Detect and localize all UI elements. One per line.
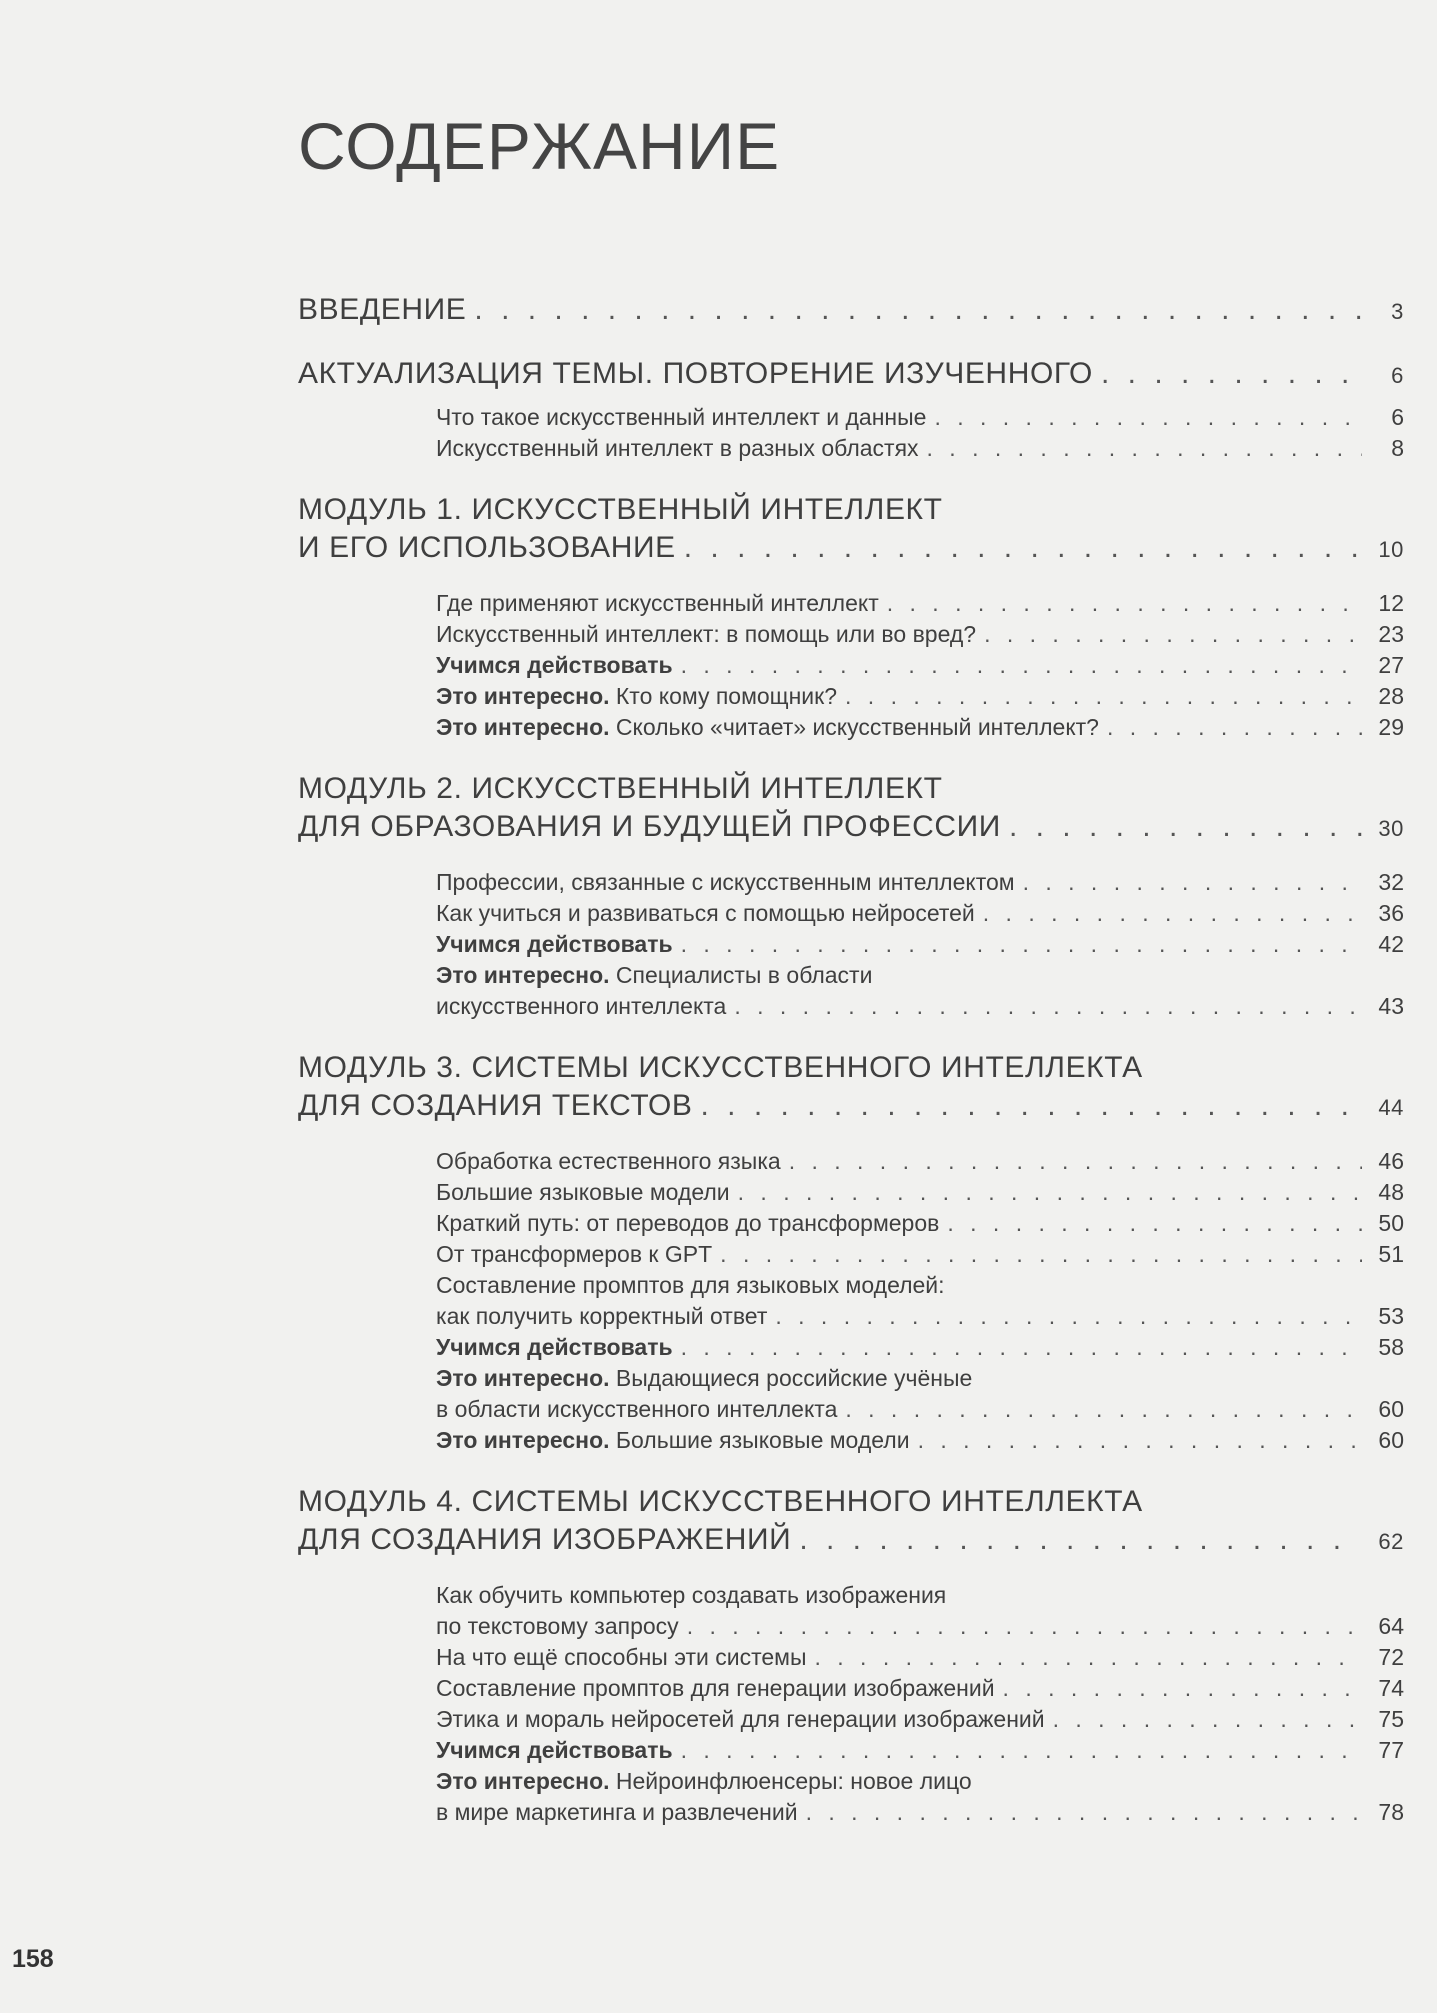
dot-leader xyxy=(734,991,1362,1022)
toc-section-heading xyxy=(298,492,1404,566)
entry-title: Краткий путь: от переводов до трансформеров xyxy=(436,1210,940,1236)
dot-leader xyxy=(845,681,1362,712)
section-title-line: МОДУЛЬ 3. СИСТЕМЫ ИСКУССТВЕННОГО ИНТЕЛЛЕКТА xyxy=(298,1051,1143,1084)
entry-title: Что такое искусственный интеллект и данные xyxy=(436,404,927,430)
entry-page-number: 78 xyxy=(1378,1799,1404,1825)
toc-entry xyxy=(436,1642,1404,1673)
entry-title: Специалисты в области xyxy=(615,962,873,988)
entry-label-bold: Это интересно. xyxy=(436,1427,610,1453)
dot-leader xyxy=(720,1239,1362,1270)
toc-section xyxy=(298,1050,1404,1456)
dot-leader xyxy=(983,898,1362,929)
toc-entry xyxy=(436,619,1404,650)
section-title-line: ДЛЯ СОЗДАНИЯ ИЗОБРАЖЕНИЙ xyxy=(298,1523,792,1556)
table-of-contents xyxy=(298,292,1404,1828)
entry-title: Составление промптов для генерации изображений xyxy=(436,1675,995,1701)
entry-title: Профессии, связанные с искусственным интеллектом xyxy=(436,869,1015,895)
dot-leader xyxy=(845,1394,1362,1425)
toc-entry xyxy=(436,1704,1404,1735)
section-page-number: 62 xyxy=(1378,1529,1404,1554)
dot-leader xyxy=(681,1735,1362,1766)
toc-entry xyxy=(436,898,1404,929)
entry-page-number: 50 xyxy=(1378,1210,1404,1236)
entry-label-bold: Учимся действовать xyxy=(436,931,673,957)
entry-title: Как обучить компьютер создавать изображения xyxy=(436,1582,947,1608)
toc-entry xyxy=(436,1208,1404,1239)
entry-title: Искусственный интеллект: в помощь или во вред? xyxy=(436,621,977,647)
dot-leader xyxy=(789,1146,1362,1177)
dot-leader xyxy=(474,292,1362,328)
entry-title: Выдающиеся российские учёные xyxy=(615,1365,973,1391)
entry-title: Кто кому помощник? xyxy=(615,683,838,709)
toc-entry xyxy=(436,433,1404,464)
entry-page-number: 60 xyxy=(1378,1427,1404,1453)
entry-title: Где применяют искусственный интеллект xyxy=(436,590,879,616)
dot-leader xyxy=(1009,809,1362,845)
entry-page-number: 58 xyxy=(1378,1334,1404,1360)
entry-page-number: 43 xyxy=(1378,993,1404,1019)
section-page-number: 44 xyxy=(1378,1095,1404,1120)
entry-page-number: 28 xyxy=(1378,683,1404,709)
dot-leader xyxy=(687,1611,1362,1642)
toc-entry xyxy=(436,402,1404,433)
toc-entry-list xyxy=(436,1146,1404,1456)
entry-page-number: 74 xyxy=(1378,1675,1404,1701)
toc-section xyxy=(298,771,1404,1022)
entry-page-number: 6 xyxy=(1391,404,1404,430)
toc-entry xyxy=(436,1177,1404,1208)
entry-title: Как учиться и развиваться с помощью нейросетей xyxy=(436,900,975,926)
entry-title: Искусственный интеллект в разных областях xyxy=(436,435,919,461)
entry-page-number: 42 xyxy=(1378,931,1404,957)
entry-label-bold: Это интересно. xyxy=(436,714,610,740)
dot-leader xyxy=(947,1208,1362,1239)
toc-section-heading xyxy=(298,356,1404,392)
section-title-line: ДЛЯ СОЗДАНИЯ ТЕКСТОВ xyxy=(298,1089,693,1122)
entry-title: От трансформеров к GPT xyxy=(436,1241,713,1267)
entry-page-number: 51 xyxy=(1378,1241,1404,1267)
entry-title: в области искусственного интеллекта xyxy=(436,1396,838,1422)
toc-section xyxy=(298,292,1404,328)
dot-leader xyxy=(814,1642,1362,1673)
toc-entry-list xyxy=(436,588,1404,743)
entry-title: Этика и мораль нейросетей для генерации изображений xyxy=(436,1706,1045,1732)
toc-entry xyxy=(436,681,1404,712)
dot-leader xyxy=(1107,712,1362,743)
toc-entry xyxy=(436,1239,1404,1270)
entry-label-bold: Это интересно. xyxy=(436,962,610,988)
entry-title: На что ещё способны эти системы xyxy=(436,1644,807,1670)
toc-entry xyxy=(436,712,1404,743)
section-title-line: МОДУЛЬ 2. ИСКУССТВЕННЫЙ ИНТЕЛЛЕКТ xyxy=(298,772,943,805)
toc-entry xyxy=(436,1270,1404,1332)
dot-leader xyxy=(681,1332,1362,1363)
section-title-line: И ЕГО ИСПОЛЬЗОВАНИЕ xyxy=(298,531,676,564)
dot-leader xyxy=(1101,356,1362,392)
toc-entry xyxy=(436,1735,1404,1766)
section-title-line: МОДУЛЬ 1. ИСКУССТВЕННЫЙ ИНТЕЛЛЕКТ xyxy=(298,493,943,526)
entry-page-number: 23 xyxy=(1378,621,1404,647)
section-title-line: МОДУЛЬ 4. СИСТЕМЫ ИСКУССТВЕННОГО ИНТЕЛЛЕКТА xyxy=(298,1485,1143,1518)
entry-page-number: 32 xyxy=(1378,869,1404,895)
entry-title: искусственного интеллекта xyxy=(436,993,727,1019)
toc-entry xyxy=(436,1580,1404,1642)
dot-leader xyxy=(934,402,1362,433)
entry-title: Нейроинфлюенсеры: новое лицо xyxy=(615,1768,972,1794)
toc-entry xyxy=(436,1425,1404,1456)
entry-page-number: 72 xyxy=(1378,1644,1404,1670)
dot-leader xyxy=(1053,1704,1362,1735)
entry-page-number: 12 xyxy=(1378,590,1404,616)
dot-leader xyxy=(738,1177,1362,1208)
dot-leader xyxy=(775,1301,1362,1332)
entry-label-bold: Учимся действовать xyxy=(436,1737,673,1763)
dot-leader xyxy=(681,929,1362,960)
entry-page-number: 29 xyxy=(1378,714,1404,740)
toc-section-heading xyxy=(298,1484,1404,1558)
entry-page-number: 48 xyxy=(1378,1179,1404,1205)
page-number: 158 xyxy=(12,1945,54,1973)
entry-page-number: 8 xyxy=(1391,435,1404,461)
toc-entry-list xyxy=(436,867,1404,1022)
toc-entry-list xyxy=(436,1580,1404,1828)
dot-leader xyxy=(1003,1673,1362,1704)
dot-leader xyxy=(918,1425,1362,1456)
toc-section-heading xyxy=(298,771,1404,845)
dot-leader xyxy=(681,650,1362,681)
dot-leader xyxy=(984,619,1362,650)
section-page-number: 6 xyxy=(1391,363,1404,388)
entry-label-bold: Это интересно. xyxy=(436,683,610,709)
section-page-number: 30 xyxy=(1378,816,1404,841)
entry-page-number: 46 xyxy=(1378,1148,1404,1174)
entry-title: в мире маркетинга и развлечений xyxy=(436,1799,798,1825)
entry-page-number: 64 xyxy=(1378,1613,1404,1639)
toc-section-heading xyxy=(298,1050,1404,1124)
entry-label-bold: Это интересно. xyxy=(436,1768,610,1794)
toc-entry xyxy=(436,1332,1404,1363)
toc-entry xyxy=(436,650,1404,681)
entry-title: Большие языковые модели xyxy=(615,1427,910,1453)
entry-title: по текстовому запросу xyxy=(436,1613,679,1639)
section-title-line: ДЛЯ ОБРАЗОВАНИЯ И БУДУЩЕЙ ПРОФЕССИИ xyxy=(298,810,1001,843)
entry-label-bold: Это интересно. xyxy=(436,1365,610,1391)
entry-page-number: 27 xyxy=(1378,652,1404,678)
dot-leader xyxy=(927,433,1362,464)
dot-leader xyxy=(1023,867,1362,898)
dot-leader xyxy=(806,1797,1362,1828)
section-title-line: ВВЕДЕНИЕ xyxy=(298,293,467,326)
entry-title: как получить корректный ответ xyxy=(436,1303,768,1329)
entry-title: Сколько «читает» искусственный интеллект? xyxy=(615,714,1099,740)
toc-entry xyxy=(436,588,1404,619)
entry-label-bold: Учимся действовать xyxy=(436,652,673,678)
toc-entry xyxy=(436,1146,1404,1177)
toc-section xyxy=(298,492,1404,743)
toc-entry xyxy=(436,1766,1404,1828)
page-title: СОДЕРЖАНИЕ xyxy=(298,109,781,183)
entry-title: Составление промптов для языковых моделей: xyxy=(436,1272,945,1298)
section-title-line: АКТУАЛИЗАЦИЯ ТЕМЫ. ПОВТОРЕНИЕ ИЗУЧЕННОГО xyxy=(298,357,1093,390)
toc-entry xyxy=(436,960,1404,1022)
dot-leader xyxy=(701,1088,1363,1124)
toc-section xyxy=(298,1484,1404,1828)
entry-page-number: 77 xyxy=(1378,1737,1404,1763)
entry-page-number: 53 xyxy=(1378,1303,1404,1329)
entry-label-bold: Учимся действовать xyxy=(436,1334,673,1360)
entry-page-number: 36 xyxy=(1378,900,1404,926)
section-page-number: 10 xyxy=(1378,537,1404,562)
toc-section xyxy=(298,356,1404,464)
toc-section-heading xyxy=(298,292,1404,328)
dot-leader xyxy=(887,588,1362,619)
entry-page-number: 75 xyxy=(1378,1706,1404,1732)
toc-entry xyxy=(436,1673,1404,1704)
toc-entry xyxy=(436,1363,1404,1425)
entry-title: Обработка естественного языка xyxy=(436,1148,781,1174)
toc-entry xyxy=(436,867,1404,898)
dot-leader xyxy=(684,530,1362,566)
dot-leader xyxy=(799,1522,1362,1558)
entry-page-number: 60 xyxy=(1378,1396,1404,1422)
toc-entry xyxy=(436,929,1404,960)
section-page-number: 3 xyxy=(1391,299,1404,324)
toc-entry-list xyxy=(436,402,1404,464)
entry-title: Большие языковые модели xyxy=(436,1179,730,1205)
